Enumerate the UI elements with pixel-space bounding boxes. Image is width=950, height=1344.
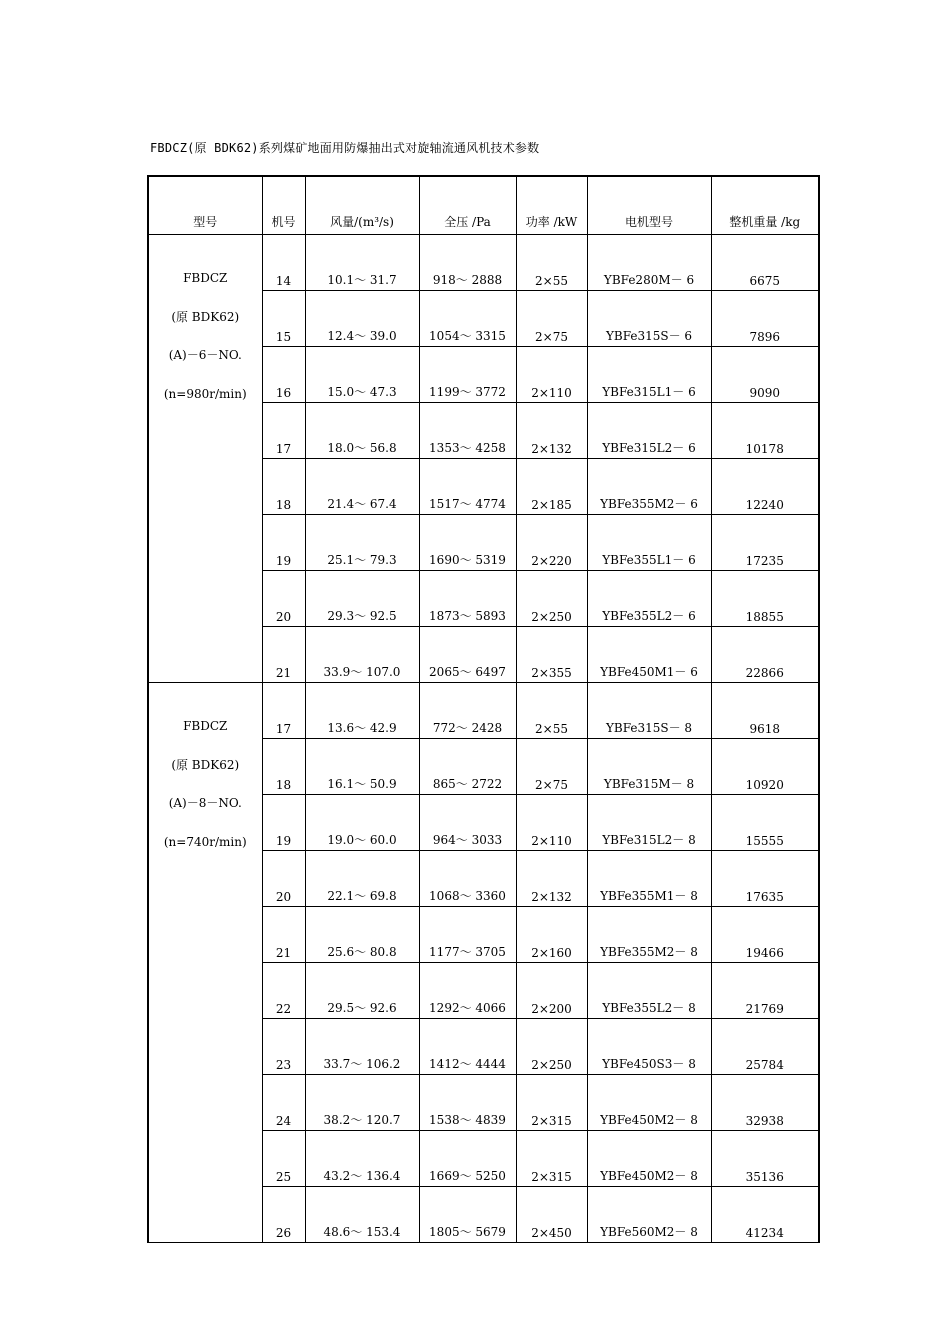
power-cell: 2×450 bbox=[516, 1187, 587, 1243]
motor-cell: YBFe355L2－ 8 bbox=[587, 963, 711, 1019]
pressure-cell: 1805～ 5679 bbox=[419, 1187, 516, 1243]
motor-cell: YBFe315S－ 8 bbox=[587, 683, 711, 739]
power-cell: 2×55 bbox=[516, 235, 587, 291]
motor-cell: YBFe355M2－ 8 bbox=[587, 907, 711, 963]
pressure-cell: 1517～ 4774 bbox=[419, 459, 516, 515]
motor-cell: YBFe355L1－ 6 bbox=[587, 515, 711, 571]
airflow-cell: 15.0～ 47.3 bbox=[305, 347, 419, 403]
weight-cell: 9618 bbox=[711, 683, 819, 739]
weight-cell: 17635 bbox=[711, 851, 819, 907]
airflow-cell: 19.0～ 60.0 bbox=[305, 795, 419, 851]
pressure-cell: 1538～ 4839 bbox=[419, 1075, 516, 1131]
machine-no-cell: 21 bbox=[262, 627, 305, 683]
pressure-cell: 865～ 2722 bbox=[419, 739, 516, 795]
motor-cell: YBFe560M2－ 8 bbox=[587, 1187, 711, 1243]
weight-cell: 21769 bbox=[711, 963, 819, 1019]
header-row bbox=[148, 176, 819, 235]
document-title: FBDCZ(原 BDK62)系列煤矿地面用防爆抽出式对旋轴流通风机技术参数 bbox=[150, 141, 540, 155]
machine-no-cell: 25 bbox=[262, 1131, 305, 1187]
motor-cell: YBFe315S－ 6 bbox=[587, 291, 711, 347]
airflow-cell: 10.1～ 31.7 bbox=[305, 235, 419, 291]
airflow-cell: 29.5～ 92.6 bbox=[305, 963, 419, 1019]
table-row bbox=[148, 683, 819, 739]
power-cell: 2×55 bbox=[516, 683, 587, 739]
pressure-cell: 1690～ 5319 bbox=[419, 515, 516, 571]
airflow-cell: 12.4～ 39.0 bbox=[305, 291, 419, 347]
weight-cell: 41234 bbox=[711, 1187, 819, 1243]
pressure-cell: 2065～ 6497 bbox=[419, 627, 516, 683]
machine-no-cell: 17 bbox=[262, 403, 305, 459]
table-body bbox=[148, 235, 819, 1243]
model-line: (n=980r/min) bbox=[163, 386, 247, 401]
model-line: (原 BDK62) bbox=[171, 309, 240, 324]
motor-cell: YBFe355M1－ 8 bbox=[587, 851, 711, 907]
weight-cell: 22866 bbox=[711, 627, 819, 683]
motor-cell: YBFe280M－ 6 bbox=[587, 235, 711, 291]
power-cell: 2×355 bbox=[516, 627, 587, 683]
weight-cell: 18855 bbox=[711, 571, 819, 627]
airflow-cell: 25.1～ 79.3 bbox=[305, 515, 419, 571]
machine-no-cell: 22 bbox=[262, 963, 305, 1019]
airflow-cell: 33.7～ 106.2 bbox=[305, 1019, 419, 1075]
machine-no-cell: 17 bbox=[262, 683, 305, 739]
power-cell: 2×250 bbox=[516, 1019, 587, 1075]
model-cell bbox=[148, 235, 262, 683]
weight-cell: 25784 bbox=[711, 1019, 819, 1075]
motor-cell: YBFe450M2－ 8 bbox=[587, 1075, 711, 1131]
pressure-cell: 1054～ 3315 bbox=[419, 291, 516, 347]
motor-cell: YBFe315L1－ 6 bbox=[587, 347, 711, 403]
motor-cell: YBFe355M2－ 6 bbox=[587, 459, 711, 515]
table-row bbox=[148, 235, 819, 291]
airflow-cell: 22.1～ 69.8 bbox=[305, 851, 419, 907]
machine-no-cell: 18 bbox=[262, 459, 305, 515]
airflow-cell: 43.2～ 136.4 bbox=[305, 1131, 419, 1187]
motor-cell: YBFe315M－ 8 bbox=[587, 739, 711, 795]
pressure-cell: 772～ 2428 bbox=[419, 683, 516, 739]
motor-cell: YBFe450M2－ 8 bbox=[587, 1131, 711, 1187]
machine-no-cell: 24 bbox=[262, 1075, 305, 1131]
airflow-cell: 38.2～ 120.7 bbox=[305, 1075, 419, 1131]
model-cell bbox=[148, 683, 262, 1243]
airflow-cell: 33.9～ 107.0 bbox=[305, 627, 419, 683]
header-motor-model: 电机型号 bbox=[587, 176, 711, 235]
header-total-pressure: 全压 /Pa bbox=[419, 176, 516, 235]
weight-cell: 35136 bbox=[711, 1131, 819, 1187]
airflow-cell: 13.6～ 42.9 bbox=[305, 683, 419, 739]
power-cell: 2×132 bbox=[516, 403, 587, 459]
machine-no-cell: 18 bbox=[262, 739, 305, 795]
power-cell: 2×110 bbox=[516, 795, 587, 851]
airflow-cell: 29.3～ 92.5 bbox=[305, 571, 419, 627]
header-machine-no: 机号 bbox=[262, 176, 305, 235]
power-cell: 2×132 bbox=[516, 851, 587, 907]
weight-cell: 32938 bbox=[711, 1075, 819, 1131]
machine-no-cell: 16 bbox=[262, 347, 305, 403]
header-model: 型号 bbox=[148, 176, 262, 235]
pressure-cell: 1412～ 4444 bbox=[419, 1019, 516, 1075]
spec-table bbox=[147, 175, 820, 1243]
motor-cell: YBFe450M1－ 6 bbox=[587, 627, 711, 683]
model-line: FBDCZ bbox=[183, 719, 228, 733]
power-cell: 2×185 bbox=[516, 459, 587, 515]
machine-no-cell: 19 bbox=[262, 515, 305, 571]
power-cell: 2×160 bbox=[516, 907, 587, 963]
power-cell: 2×250 bbox=[516, 571, 587, 627]
machine-no-cell: 15 bbox=[262, 291, 305, 347]
header-airflow: 风量/(m³/s) bbox=[305, 176, 419, 235]
header-power: 功率 /kW bbox=[516, 176, 587, 235]
pressure-cell: 918～ 2888 bbox=[419, 235, 516, 291]
machine-no-cell: 23 bbox=[262, 1019, 305, 1075]
airflow-cell: 25.6～ 80.8 bbox=[305, 907, 419, 963]
machine-no-cell: 14 bbox=[262, 235, 305, 291]
weight-cell: 7896 bbox=[711, 291, 819, 347]
power-cell: 2×200 bbox=[516, 963, 587, 1019]
motor-cell: YBFe450S3－ 8 bbox=[587, 1019, 711, 1075]
weight-cell: 6675 bbox=[711, 235, 819, 291]
weight-cell: 10178 bbox=[711, 403, 819, 459]
weight-cell: 19466 bbox=[711, 907, 819, 963]
pressure-cell: 1873～ 5893 bbox=[419, 571, 516, 627]
airflow-cell: 16.1～ 50.9 bbox=[305, 739, 419, 795]
model-line: FBDCZ bbox=[183, 271, 228, 285]
motor-cell: YBFe315L2－ 6 bbox=[587, 403, 711, 459]
pressure-cell: 1669～ 5250 bbox=[419, 1131, 516, 1187]
airflow-cell: 48.6～ 153.4 bbox=[305, 1187, 419, 1243]
airflow-cell: 21.4～ 67.4 bbox=[305, 459, 419, 515]
pressure-cell: 1353～ 4258 bbox=[419, 403, 516, 459]
weight-cell: 10920 bbox=[711, 739, 819, 795]
weight-cell: 9090 bbox=[711, 347, 819, 403]
machine-no-cell: 20 bbox=[262, 851, 305, 907]
power-cell: 2×110 bbox=[516, 347, 587, 403]
power-cell: 2×75 bbox=[516, 291, 587, 347]
machine-no-cell: 21 bbox=[262, 907, 305, 963]
power-cell: 2×75 bbox=[516, 739, 587, 795]
machine-no-cell: 20 bbox=[262, 571, 305, 627]
model-line: (原 BDK62) bbox=[171, 757, 240, 772]
machine-no-cell: 19 bbox=[262, 795, 305, 851]
header-weight: 整机重量 /kg bbox=[711, 176, 819, 235]
power-cell: 2×315 bbox=[516, 1131, 587, 1187]
machine-no-cell: 26 bbox=[262, 1187, 305, 1243]
model-line: (A)－6－NO. bbox=[168, 348, 242, 362]
model-line: (n=740r/min) bbox=[163, 834, 247, 849]
motor-cell: YBFe315L2－ 8 bbox=[587, 795, 711, 851]
pressure-cell: 1068～ 3360 bbox=[419, 851, 516, 907]
airflow-cell: 18.0～ 56.8 bbox=[305, 403, 419, 459]
weight-cell: 15555 bbox=[711, 795, 819, 851]
weight-cell: 17235 bbox=[711, 515, 819, 571]
pressure-cell: 1199～ 3772 bbox=[419, 347, 516, 403]
pressure-cell: 1292～ 4066 bbox=[419, 963, 516, 1019]
motor-cell: YBFe355L2－ 6 bbox=[587, 571, 711, 627]
power-cell: 2×220 bbox=[516, 515, 587, 571]
model-line: (A)－8－NO. bbox=[168, 796, 242, 810]
power-cell: 2×315 bbox=[516, 1075, 587, 1131]
pressure-cell: 1177～ 3705 bbox=[419, 907, 516, 963]
pressure-cell: 964～ 3033 bbox=[419, 795, 516, 851]
weight-cell: 12240 bbox=[711, 459, 819, 515]
